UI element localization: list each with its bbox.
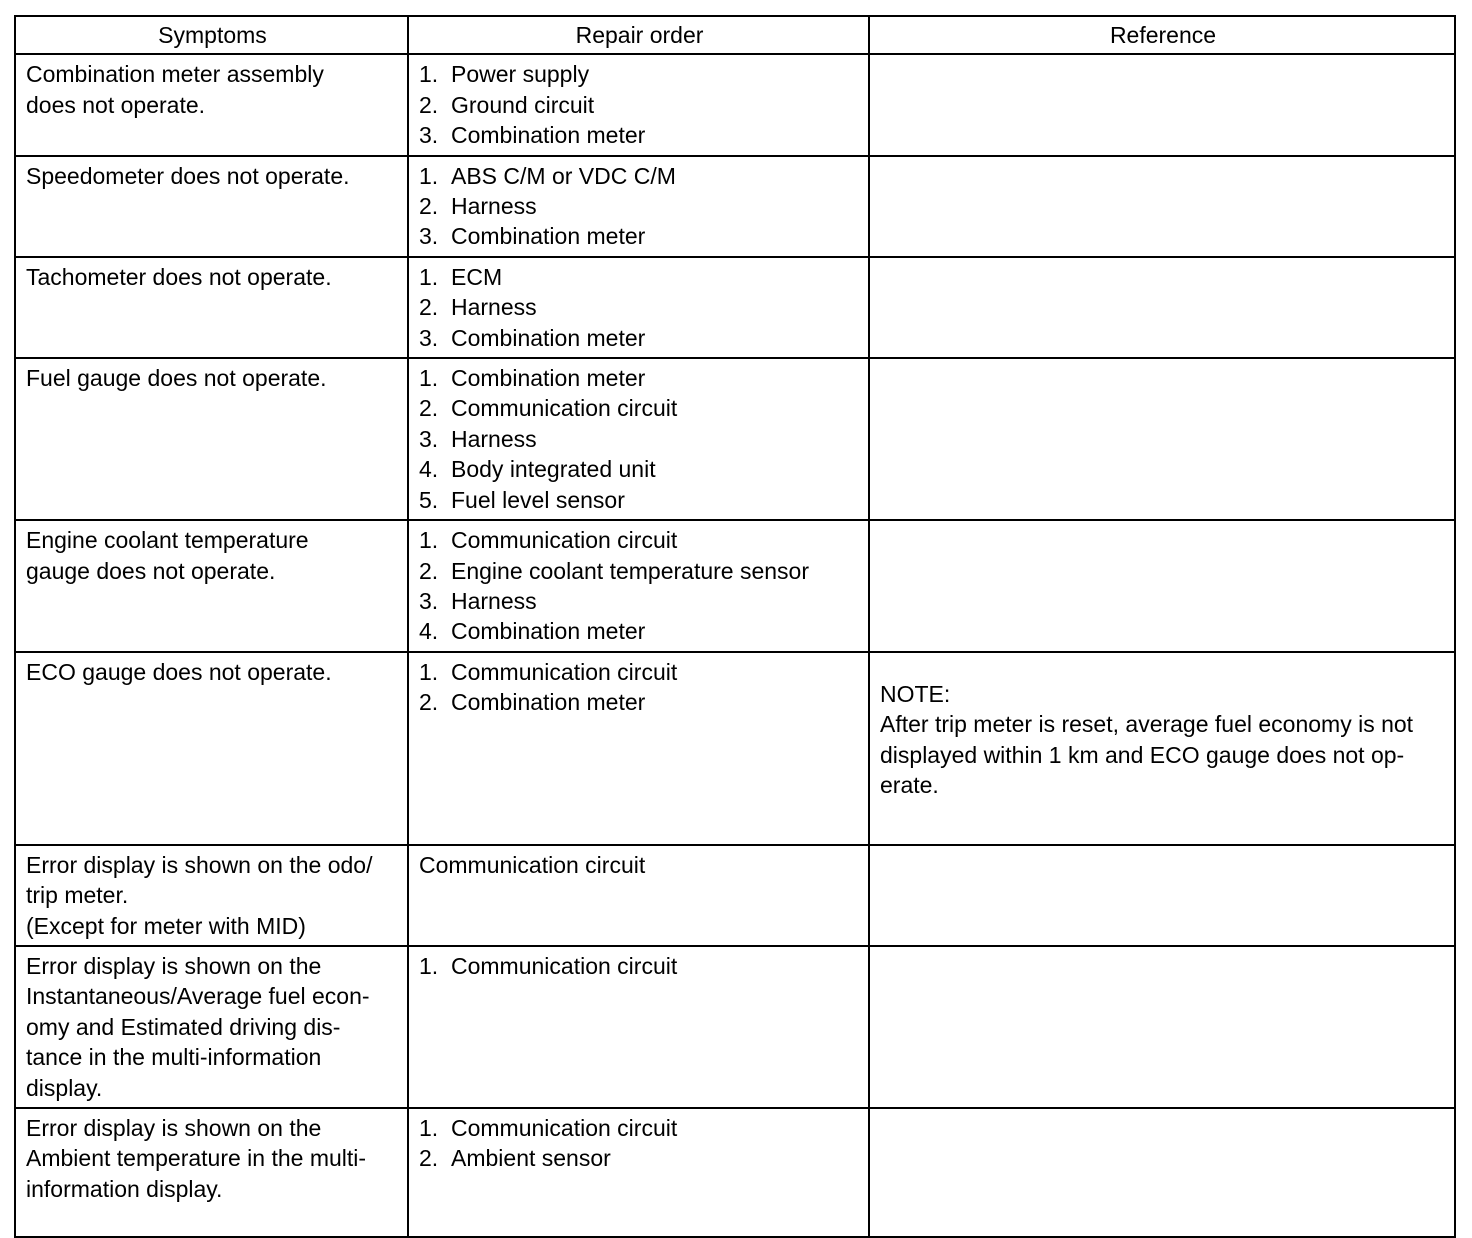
repair-steps-list [419,1113,860,1174]
table-row [15,520,1455,652]
step-number: 1. [419,162,439,189]
step-text: Ground circuit [451,91,595,118]
step-text: Combination meter [451,223,646,250]
step-text: Power supply [451,61,590,88]
symptom-line: Combination meter assembly [26,61,324,88]
step-number: 1. [419,527,439,554]
step-text: Combination meter [451,689,646,716]
repair-steps-list [419,525,860,647]
note-line: After trip meter is reset, average fuel economy is not [880,711,1414,738]
step-text: Harness [451,425,537,452]
step-number: 3. [419,425,439,452]
reference-cell [869,54,1455,155]
symptom-cell [15,946,408,1108]
step-number: 2. [419,1145,439,1172]
step-text: Combination meter [451,324,646,351]
step-number: 5. [419,486,439,513]
step-text: Body integrated unit [451,456,656,483]
reference-cell [869,257,1455,358]
symptom-line: Tachometer does not operate. [26,263,332,290]
symptom-line: Error display is shown on the odo/ [26,851,373,878]
step-text: Fuel level sensor [451,486,625,513]
symptom-cell [15,845,408,946]
repair-step [419,687,860,717]
symptom-line: gauge does not operate. [26,557,276,584]
repair-step [419,454,860,484]
header-symptoms: Symptoms [15,16,408,54]
step-text: Harness [451,294,537,321]
repair-order-table [14,15,1456,1238]
step-number: 2. [419,689,439,716]
repair-step [419,393,860,423]
step-number: 2. [419,91,439,118]
symptom-line: Instantaneous/Average fuel econ- [26,983,370,1010]
symptom-line: Error display is shown on the [26,1114,322,1141]
reference-cell [869,652,1455,845]
symptom-cell [15,520,408,652]
repair-step [419,191,860,221]
repair-step [419,616,860,646]
symptom-line: Error display is shown on the [26,952,322,979]
symptom-cell [15,652,408,845]
repair-order-cell [408,257,869,358]
header-reference: Reference [869,16,1455,54]
step-text: Communication circuit [451,952,678,979]
table-row [15,358,1455,520]
repair-step [419,221,860,251]
symptom-line: Fuel gauge does not operate. [26,365,327,392]
symptom-line: omy and Estimated driving dis- [26,1013,341,1040]
symptom-cell [15,1108,408,1237]
repair-step [419,363,860,393]
step-text: Communication circuit [451,527,678,554]
repair-step [419,586,860,616]
repair-step [419,323,860,353]
step-number: 1. [419,952,439,979]
step-text: Combination meter [451,122,646,149]
symptom-line: tance in the multi-information [26,1044,322,1071]
repair-steps-list [419,161,860,252]
step-number: 1. [419,365,439,392]
step-text: Communication circuit [451,658,678,685]
step-number: 2. [419,294,439,321]
step-text: Communication circuit [451,1114,678,1141]
repair-steps-list [419,363,860,515]
note-title: NOTE: [880,680,951,707]
symptom-line: does not operate. [26,91,206,118]
step-text: Harness [451,193,537,220]
symptom-line: ECO gauge does not operate. [26,658,332,685]
symptom-line: display. [26,1074,103,1101]
symptom-line: information display. [26,1175,223,1202]
symptom-line: Speedometer does not operate. [26,162,350,189]
step-text: ABS C/M or VDC C/M [451,162,676,189]
repair-steps-list [419,59,860,150]
repair-order-cell [408,1108,869,1237]
note-line: erate. [880,771,939,798]
repair-order-cell [408,845,869,946]
reference-cell [869,156,1455,257]
symptom-line: Engine coolant temperature [26,527,309,554]
table-row [15,652,1455,845]
repair-order-cell [408,946,869,1108]
repair-order-cell [408,156,869,257]
step-number: 2. [419,193,439,220]
header-row [15,16,1455,54]
repair-step [419,657,860,687]
table-row [15,1108,1455,1237]
step-text: Engine coolant temperature sensor [451,557,809,584]
table-row [15,54,1455,155]
reference-cell [869,358,1455,520]
repair-step [419,292,860,322]
repair-step [419,525,860,555]
reference-cell [869,1108,1455,1237]
repair-order-cell [408,520,869,652]
repair-steps-list [419,951,860,981]
step-number: 1. [419,263,439,290]
reference-cell [869,845,1455,946]
step-number: 4. [419,456,439,483]
repair-step [419,262,860,292]
symptom-line: trip meter. [26,882,129,909]
step-text: Combination meter [451,618,646,645]
step-number: 3. [419,223,439,250]
repair-step [419,120,860,150]
repair-step [419,90,860,120]
symptom-line: Ambient temperature in the multi- [26,1145,367,1172]
step-number: 1. [419,658,439,685]
step-number: 1. [419,61,439,88]
repair-order-cell [408,54,869,155]
step-text: Communication circuit [451,395,678,422]
step-number: 3. [419,122,439,149]
symptom-cell [15,358,408,520]
reference-cell [869,520,1455,652]
table-row [15,257,1455,358]
repair-step [419,1143,860,1173]
repair-step [419,424,860,454]
step-number: 3. [419,587,439,614]
repair-order-cell [408,358,869,520]
step-number: 1. [419,1114,439,1141]
step-text: ECM [451,263,503,290]
repair-steps-list [419,262,860,353]
symptom-cell [15,156,408,257]
repair-step [419,59,860,89]
repair-text: Communication circuit [419,851,646,878]
step-text: Combination meter [451,365,646,392]
repair-order-cell [408,652,869,845]
repair-step [419,485,860,515]
symptom-cell [15,54,408,155]
table-row [15,845,1455,946]
reference-cell [869,946,1455,1108]
header-repair-order: Repair order [408,16,869,54]
repair-step [419,951,860,981]
repair-step [419,161,860,191]
repair-steps-list [419,657,860,718]
repair-step [419,1113,860,1143]
step-number: 4. [419,618,439,645]
step-number: 2. [419,557,439,584]
step-text: Harness [451,587,537,614]
symptom-line: (Except for meter with MID) [26,912,306,939]
step-number: 2. [419,395,439,422]
table-row [15,946,1455,1108]
step-number: 3. [419,324,439,351]
symptom-cell [15,257,408,358]
reference-note [880,679,1446,801]
step-text: Ambient sensor [451,1145,611,1172]
note-line: displayed within 1 km and ECO gauge does not op- [880,741,1405,768]
table-row [15,156,1455,257]
repair-step [419,556,860,586]
